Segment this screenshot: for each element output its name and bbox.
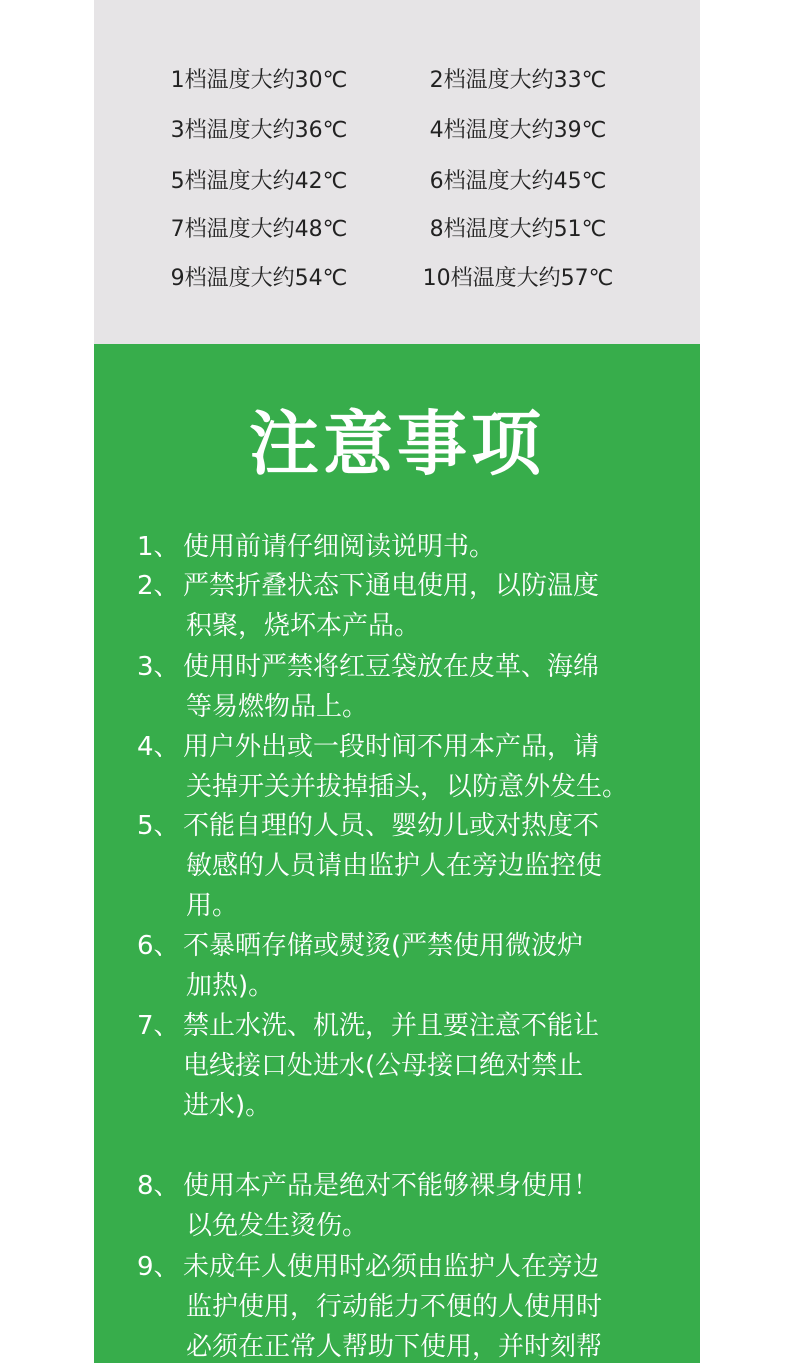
notice-item-text [183, 1006, 673, 1126]
temperature-level-1: 1档温度大约30℃ [170, 68, 348, 93]
temperature-level-4: 4档温度大约39℃ [429, 118, 607, 143]
notice-item-number: 4、 [137, 732, 180, 762]
temperature-level-panel [94, 0, 700, 344]
notice-line: 禁止水洗、机洗，并且要注意不能让 [183, 1011, 600, 1041]
notice-line: 等易燃物品上。 [186, 692, 369, 722]
notice-line: 使用时严禁将红豆袋放在皮革、海绵 [183, 652, 600, 682]
notice-title: 注意事项 [249, 403, 545, 485]
notice-item-number: 5、 [137, 811, 180, 841]
temperature-row [94, 111, 700, 151]
notice-item-number: 3、 [137, 652, 180, 682]
temperature-level-5: 5档温度大约42℃ [170, 169, 348, 194]
notice-line: 严禁折叠状态下通电使用，以防温度 [183, 571, 600, 601]
notice-item-text [183, 806, 673, 926]
notice-item-number: 8、 [137, 1171, 180, 1201]
notice-item-number: 9、 [137, 1252, 180, 1282]
notice-line: 电线接口处进水(公母接口绝对禁止 [183, 1051, 584, 1081]
temperature-row [94, 162, 700, 202]
notice-item-number: 1、 [137, 532, 180, 562]
notice-panel [94, 344, 700, 1363]
temperature-row [94, 210, 700, 250]
notice-item-text [183, 1247, 673, 1367]
notice-line: 监护使用，行动能力不便的人使用时 [186, 1292, 603, 1322]
notice-line: 使用本产品是绝对不能够裸身使用！ [183, 1171, 600, 1201]
notice-line: 以免发生烫伤。 [186, 1211, 369, 1241]
notice-item-text [183, 926, 673, 1006]
temperature-level-10: 10档温度大约57℃ [422, 266, 614, 291]
notice-line: 加热)。 [186, 971, 275, 1001]
notice-item-text [183, 727, 673, 807]
notice-line: 未成年人使用时必须由监护人在旁边 [183, 1252, 600, 1282]
temperature-level-8: 8档温度大约51℃ [429, 217, 607, 242]
notice-item-text [183, 647, 673, 727]
notice-item-number: 7、 [137, 1011, 180, 1041]
notice-item-text [183, 566, 673, 646]
temperature-row [94, 259, 700, 299]
notice-item-text [183, 527, 673, 567]
temperature-row [94, 61, 700, 101]
notice-item-number: 6、 [137, 931, 180, 961]
notice-line: 不暴晒存储或熨烫(严禁使用微波炉 [183, 931, 584, 961]
temperature-level-2: 2档温度大约33℃ [429, 68, 607, 93]
notice-line: 使用前请仔细阅读说明书。 [183, 532, 496, 562]
temperature-level-3: 3档温度大约36℃ [170, 118, 348, 143]
notice-item-text [183, 1166, 673, 1246]
notice-line: 敏感的人员请由监护人在旁边监控使 [186, 851, 603, 881]
notice-line: 必须在正常人帮助下使用，并时刻帮 [186, 1332, 603, 1362]
notice-line: 进水)。 [183, 1091, 272, 1121]
notice-line: 不能自理的人员、婴幼儿或对热度不 [183, 811, 600, 841]
temperature-level-6: 6档温度大约45℃ [429, 169, 607, 194]
notice-line: 用户外出或一段时间不用本产品，请 [183, 732, 600, 762]
notice-line: 积聚，烧坏本产品。 [186, 611, 421, 641]
notice-line: 关掉开关并拔掉插头，以防意外发生。 [186, 772, 629, 802]
temperature-level-7: 7档温度大约48℃ [170, 217, 348, 242]
temperature-level-9: 9档温度大约54℃ [170, 266, 348, 291]
notice-line: 用。 [186, 891, 239, 921]
notice-item-number: 2、 [137, 571, 180, 601]
